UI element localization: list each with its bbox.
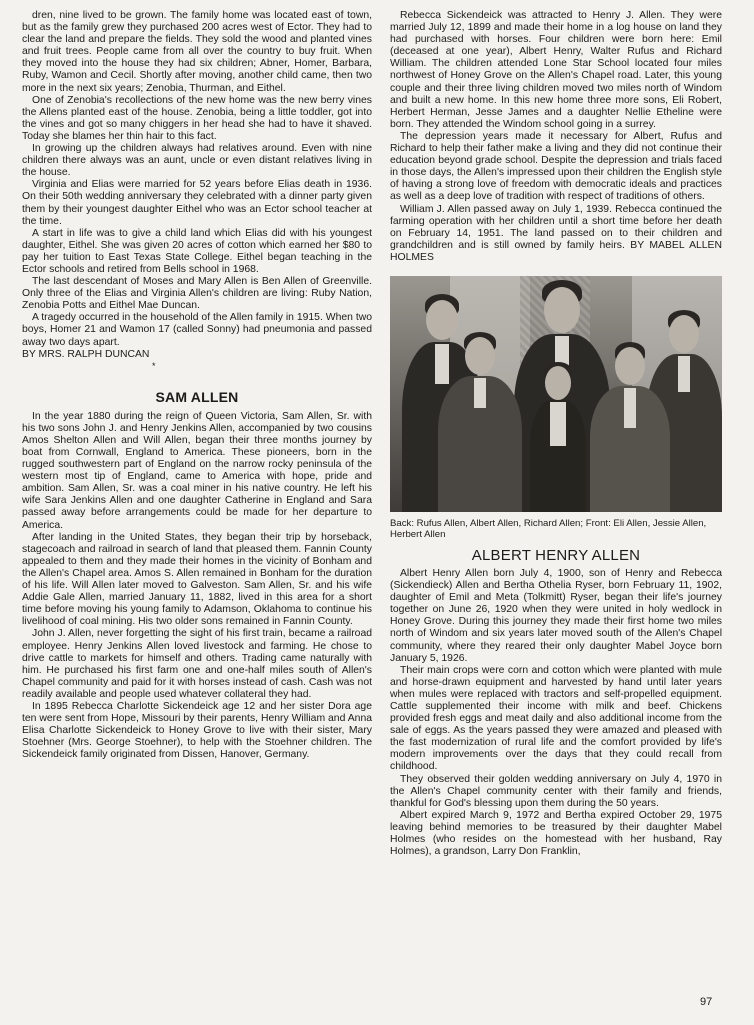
albert-allen-paragraph-2: Their main crops were corn and cotton which were planted with mule and horse-drawn equipment and harvested by hand until later years when mules were replaced with tractors and self-propelled equipment. Cattle supplemented their income with milk and beef. Chickens provided fresh eggs and meat daily and also additional income from the sale of eggs. As the years passed they were amazed and pleased with the fast modernization of rural life and the comfort provided by life's modern improvements over the days that they could recall from childhood. (390, 664, 722, 773)
sam-allen-paragraph-2: After landing in the United States, they began their trip by horseback, stagecoach and railroad in search of land that pleased them. Fannin County appealed to them and they made their homes in the vicinity of Bonham and the Allen's Chapel area. Amos S. Allen remained in Bonham for the duration of his life. Will Allen later moved to Galveston. Sam Allen, Sr. and his wife Addie Gale Allen, married January 11, 1882, lived in this area for a short time before moving his young family to Adamson, Oklahoma to continue his livelihood of coal mining. His two older sons remained in Fannin County. (22, 531, 372, 628)
family-photo (390, 276, 722, 512)
sam-allen-paragraph-4: In 1895 Rebecca Charlotte Sickendeick age 12 and her sister Dora age ten were sent from Hope, Missouri by their parents, Henry William and Anna Elisa Charlotte Sickendeick to Honey Grove to live with their sister, Mary Stoehner (Mrs. George Stoehner), to help with the Stoehner children. The Sickendeick family originated from Dissen, Hanover, Germany. (22, 700, 372, 761)
albert-allen-paragraph-4: Albert expired March 9, 1972 and Bertha expired October 29, 1975 leaving behind memories to be treasured by their daughter Mabel Holmes (who resides on the homestead with her husband, Ray Holmes), a grandson, Larry Don Franklin, (390, 809, 722, 858)
sam-allen-paragraph-3: John J. Allen, never forgetting the sight of his first train, became a railroad employee. Henry Jenkins Allen loved livestock and farming. He chose to drive cattle to markets for himself and others. Trading came naturally with him. He purchased his first farm one and one-half miles south of Allen's Chapel community and paid for it with horses instead of cash. Cash was not readily available and people used whatever collateral they had. (22, 628, 372, 700)
photo-person-front-right (590, 342, 670, 512)
holmes-byline: BY MABEL ALLEN HOLMES (390, 239, 722, 263)
intro-byline (22, 349, 372, 361)
intro-paragraph-3: In growing up the children always had relatives around. Even with nine children there always was an aunt, uncle or even distant relatives living in the house. (22, 143, 372, 179)
sam-allen-title: SAM ALLEN (155, 388, 239, 405)
photo-person-front-left (438, 332, 522, 512)
page-number: 97 (700, 996, 713, 1008)
intro-paragraph-4: Virginia and Elias were married for 52 years before Elias death in 1936. On their 50th wedding anniversary they celebrated with a dinner party given them by their youngest daughter Eithel who was an Ector school teacher at the time. (22, 179, 372, 227)
ornament-mark: * (152, 360, 156, 371)
intro-paragraph-6: The last descendant of Moses and Mary Allen is Ben Allen of Greenville. Only three of the Elias and Virginia Allen's children are living: Ruby Nation, Zenobia Potts and Eithel Mae Duncan. (22, 276, 372, 312)
byline-text: BY MRS. RALPH DUNCAN (22, 348, 150, 360)
right-column (390, 10, 722, 858)
intro-paragraph-1: dren, nine lived to be grown. The family home was located east of town, but as the family grew they purchased 200 acres west of Ector. They had to clear the land and prepare the fields. They sold the wood and planted vines and fruit trees. People came from all over the country to buy fruit. When they moved into the house they had six children; Abner, Homer, Barbara, Ruby, Wamon and Cecil. Shortly after moving, another child came, then two more in the next six years; Zenobia, Thurman, and Eithel. (22, 10, 372, 94)
intro-paragraph-2: One of Zenobia's recollections of the new home was the new berry vines the Allens planted east of the house. Zenobia, being a little toddler, got into the vines and got so many chiggers in her head she had to have it shaved. Today she blames her thin hair to this fact. (22, 94, 372, 142)
sam-allen-cont-paragraph-1: Rebecca Sickendeick was attracted to Henry J. Allen. They were married July 12, 1899 and made their home in a log house on land they had purchased with horses. Four children were born here: Emil (deceased at one year), Albert Henry, Walter Rufus and Richard William. The children attended Lone Star School located four miles northwest of Honey Grove on the Allen's Chapel road. Later, this young couple and their three living children moved two miles north of Windom and built a new home. In this new home three more sons, Eli Robert, Herbert Herman, Jesse James and a daughter Nellie Etheline were born. They attended the Windom school going in a surrey. (390, 10, 722, 130)
albert-allen-paragraph-3: They observed their golden wedding anniversary on July 4, 1970 in the Allen's Chapel community center with their family and friends, thankful for God's blessing upon them during the 50 years. (390, 773, 722, 809)
cont-paragraph-3-text: William J. Allen passed away on July 1, 1939. Rebecca continued the farming operation with her children until a short time before her death on February 14, 1951. The land passed on to their children and grandchildren and is still owned by family heirs. (390, 203, 722, 251)
albert-allen-title: ALBERT HENRY ALLEN (471, 546, 641, 564)
sam-allen-cont-paragraph-2: The depression years made it necessary for Albert, Rufus and Richard to help their father make a living and they did not continue their education beyond grade school. Despite the depression and trials faced in those days, the Allen's impressed upon their children the English style of having a strong love of freedom with democratic ideals and practices as well as a deep love of tradition with respect of traditions of others. (390, 130, 722, 203)
sam-allen-cont-paragraph-3 (390, 204, 722, 264)
albert-allen-paragraph-1: Albert Henry Allen born July 4, 1900, son of Henry and Rebecca (Sickendieck) Allen and Bertha Othelia Ryser, born February 11, 1902, daughter of Emil and Meta (Tolkmitt) Ryser, began their life's journey together on June 26, 1920 when they were united in holy wedlock in Honey Grove. During this journey they made their first home two miles north of Windom and six years later moved south of the Allen's Chapel community, where they reared their only daughter Mabel Joyce born January 5, 1926. (390, 567, 722, 664)
sam-allen-paragraph-1: In the year 1880 during the reign of Queen Victoria, Sam Allen, Sr. with his two sons John J. and Henry Jenkins Allen, accompanied by two cousins Amos Shelton Allen and Will Allen, began their three months journey by boat from Cornwall, England to America. These pioneers, born in the rugged southwestern part of England on the narrow rocky peninsula of the western most tip of England, came to America with hope, pride and ambition. Sam Allen, Sr. was a coal miner in his native country. He left his wife Sara Jenkins Allen and one daughter Catherine in England and Sara passed away before arrangements could be made for her departure to America. (22, 410, 372, 531)
intro-paragraph-7: A tragedy occurred in the household of the Allen family in 1915. When two boys, Homer 21 and Wamon 17 (called Sonny) had pneumonia and passed away two days apart. (22, 312, 372, 348)
photo-caption: Back: Rufus Allen, Albert Allen, Richard Allen; Front: Eli Allen, Jessie Allen, Herbert Allen (390, 517, 707, 541)
intro-paragraph-5: A start in life was to give a child land which Elias did with his youngest daughter, Eithel. She was given 20 acres of cotton which earned her $80 to pay her tuition to East Texas State College. Eithel began teaching in the Ector schools and retired from Bells school in 1968. (22, 227, 372, 275)
left-column (22, 10, 372, 761)
photo-person-front-center (530, 362, 586, 512)
